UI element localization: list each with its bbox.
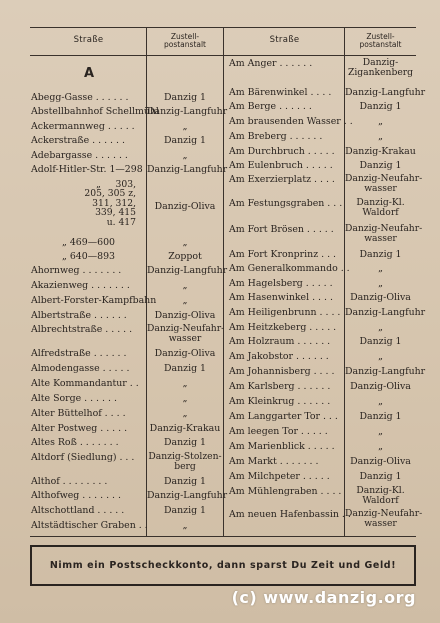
- street-name: Am Kleinkrug . . . . . .: [229, 396, 331, 407]
- office-label: Danzig-Langfuhr: [147, 106, 228, 117]
- street-name: Ackerstraße . . . . . .: [31, 135, 125, 146]
- office-label: Danzig 1: [163, 476, 207, 487]
- office-label: „: [182, 150, 188, 161]
- street-name: Am Heitzkeberg . . . . .: [229, 322, 337, 333]
- office-label: Danzig- Zigankenberg: [347, 57, 414, 78]
- street-name: Am Fort Brösen . . . . .: [229, 224, 334, 235]
- street-name: Altstädtischer Graben . .: [31, 520, 148, 531]
- bottom-rule: [30, 536, 416, 537]
- street-name: Ahornweg . . . . . . .: [31, 265, 122, 276]
- office-label: Danzig-Oliva: [154, 201, 216, 212]
- office-label: Danzig-Langfuhr: [147, 164, 228, 175]
- street-name: Am Holzraum . . . . . .: [229, 336, 331, 347]
- street-name: Am Hagelsberg . . . . .: [229, 278, 333, 289]
- left-office-header: Zustell- postanstalt: [163, 31, 206, 49]
- office-label: Danzig-Krakau: [149, 423, 221, 434]
- street-name: Adolf-Hitler-Str. 1—298: [31, 164, 143, 175]
- street-name: Am Jakobstor . . . . . .: [229, 351, 329, 362]
- street-name: Am Anger . . . . . .: [229, 58, 313, 69]
- hitler-street-numbers: „ 303, 205, 305 z, 311, 312, 339, 415 u. 417: [84, 179, 136, 228]
- street-name: Altschottland . . . . .: [31, 505, 125, 516]
- street-name: Altes Roß . . . . . . .: [31, 437, 119, 448]
- office-label: „: [378, 351, 383, 362]
- office-label: „: [378, 396, 383, 407]
- office-label: „: [378, 116, 383, 127]
- street-name: Alte Sorge . . . . . .: [31, 393, 117, 404]
- office-label: Danzig 1: [163, 363, 207, 374]
- street-name: Adebargasse . . . . . .: [31, 150, 128, 161]
- center-divider: [223, 27, 224, 536]
- office-label: „: [182, 237, 188, 248]
- office-label: Danzig-Oliva: [350, 292, 411, 303]
- office-label: „: [378, 131, 383, 142]
- office-label: Danzig-Neufahr- wasser: [345, 173, 423, 194]
- section-letter: A: [84, 66, 95, 81]
- right-street-header: Straße: [269, 35, 300, 46]
- street-name: Am Johannisberg . . . .: [229, 366, 335, 377]
- street-name: Althof . . . . . . . .: [31, 476, 108, 487]
- street-name: Am Festungsgraben . . .: [229, 198, 343, 209]
- street-name: Akazienweg . . . . . . .: [31, 280, 130, 291]
- street-name: Albertstraße . . . . . .: [31, 310, 127, 321]
- street-name: Albert-Forster-Kampfbahn: [31, 295, 157, 306]
- street-name: Alter Postweg . . . . .: [31, 423, 128, 434]
- office-label: Danzig-Kl. Waldorf: [356, 197, 405, 218]
- office-label: Danzig-Oliva: [154, 348, 216, 359]
- office-label: Danzig 1: [163, 437, 207, 448]
- office-label: Danzig-Krakau: [345, 146, 416, 157]
- office-label: Danzig-Oliva: [350, 456, 411, 467]
- street-name: Althofweg . . . . . . .: [31, 490, 121, 501]
- street-name: Am Langgarter Tor . . .: [229, 411, 338, 422]
- office-label: „: [378, 322, 383, 333]
- street-name: Am Marienblick . . . . .: [229, 441, 335, 452]
- office-label: Danzig-Neufahr- wasser: [147, 323, 225, 344]
- street-name: Am Bärenwinkel . . . .: [229, 87, 332, 98]
- office-label: „: [378, 426, 383, 437]
- office-label: „: [182, 280, 188, 291]
- street-name: Albrechtstraße . . . . .: [31, 324, 133, 335]
- footer-text: Nimm ein Postscheckkonto, dann sparst Du Zeit und Geld!: [49, 560, 397, 571]
- office-label: „: [182, 393, 188, 404]
- office-label: Danzig-Langfuhr: [345, 366, 426, 377]
- office-label: Danzig-Oliva: [154, 310, 216, 321]
- office-label: „: [378, 278, 383, 289]
- street-name: Am Markt . . . . . . .: [229, 456, 319, 467]
- watermark: (c) www.danzig.org: [231, 588, 416, 607]
- street-name: Am Milchpeter . . . . .: [229, 471, 330, 482]
- street-name: Am Berge . . . . . .: [229, 101, 312, 112]
- street-name: Am neuen Hafenbassin . .: [229, 509, 351, 520]
- office-label: Danzig-Neufahr- wasser: [345, 508, 423, 529]
- street-name: Am Karlsberg . . . . . .: [229, 381, 331, 392]
- street-name: Am brausenden Wasser . .: [229, 116, 353, 127]
- street-name: „ 640—893: [62, 251, 115, 262]
- street-name: Almodengasse . . . . .: [31, 363, 130, 374]
- office-label: „: [378, 263, 383, 274]
- office-label: Danzig-Langfuhr: [345, 87, 426, 98]
- left-street-header: Straße: [73, 35, 104, 46]
- street-name: Am Fort Kronprinz . . .: [229, 249, 337, 260]
- street-name: Alter Büttelhof . . . .: [31, 408, 126, 419]
- street-name: Am Heiligenbrunn . . . .: [229, 307, 341, 318]
- office-label: „: [182, 408, 188, 419]
- office-label: Danzig 1: [359, 336, 402, 347]
- office-label: Danzig-Stolzen- berg: [148, 451, 222, 472]
- street-name: Am Exerzierplatz . . . .: [229, 174, 335, 185]
- office-label: „: [182, 295, 188, 306]
- office-label: Danzig 1: [359, 411, 402, 422]
- street-name: Ackermannweg . . . . .: [31, 121, 135, 132]
- street-name: Alte Kommandantur . .: [31, 378, 139, 389]
- footer-banner: [30, 545, 416, 586]
- street-name: „ 469—600: [62, 237, 115, 248]
- office-label: Danzig 1: [359, 160, 402, 171]
- office-label: „: [378, 441, 383, 452]
- office-label: Danzig 1: [359, 249, 402, 260]
- office-label: Danzig 1: [163, 135, 207, 146]
- street-name: Am Generalkommando . .: [229, 263, 350, 274]
- street-name: Abegg-Gasse . . . . . .: [31, 92, 129, 103]
- office-label: Zoppot: [168, 251, 202, 262]
- office-label: Danzig-Langfuhr: [147, 490, 228, 501]
- street-name: Alfredstraße . . . . . .: [31, 348, 127, 359]
- office-label: Danzig-Langfuhr: [345, 307, 426, 318]
- street-name: Am Hasenwinkel . . . .: [229, 292, 333, 303]
- right-office-header: Zustell- postanstalt: [359, 31, 402, 49]
- office-label: Danzig 1: [359, 471, 402, 482]
- office-label: Danzig 1: [359, 101, 402, 112]
- office-label: Danzig-Kl. Waldorf: [356, 485, 405, 506]
- hitler-office: [147, 201, 223, 212]
- office-label: Danzig-Neufahr- wasser: [345, 223, 423, 244]
- office-label: „: [182, 378, 188, 389]
- street-name: Abstellbahnhof Schellmühl: [31, 106, 159, 117]
- office-label: Danzig-Oliva: [350, 381, 411, 392]
- office-label: Danzig 1: [163, 92, 207, 103]
- office-label: Danzig-Langfuhr: [147, 265, 228, 276]
- street-name: Am Breberg . . . . . .: [229, 131, 323, 142]
- office-label: „: [182, 121, 188, 132]
- street-name: Am Durchbruch . . . . .: [229, 146, 335, 157]
- street-name: Am leegen Tor . . . . .: [229, 426, 328, 437]
- street-name: Altdorf (Siedlung) . . .: [31, 452, 135, 463]
- street-name: Am Eulenbruch . . . . .: [229, 160, 333, 171]
- office-label: „: [182, 520, 188, 531]
- street-name: Am Mühlengraben . . . .: [229, 486, 342, 497]
- office-label: Danzig 1: [163, 505, 207, 516]
